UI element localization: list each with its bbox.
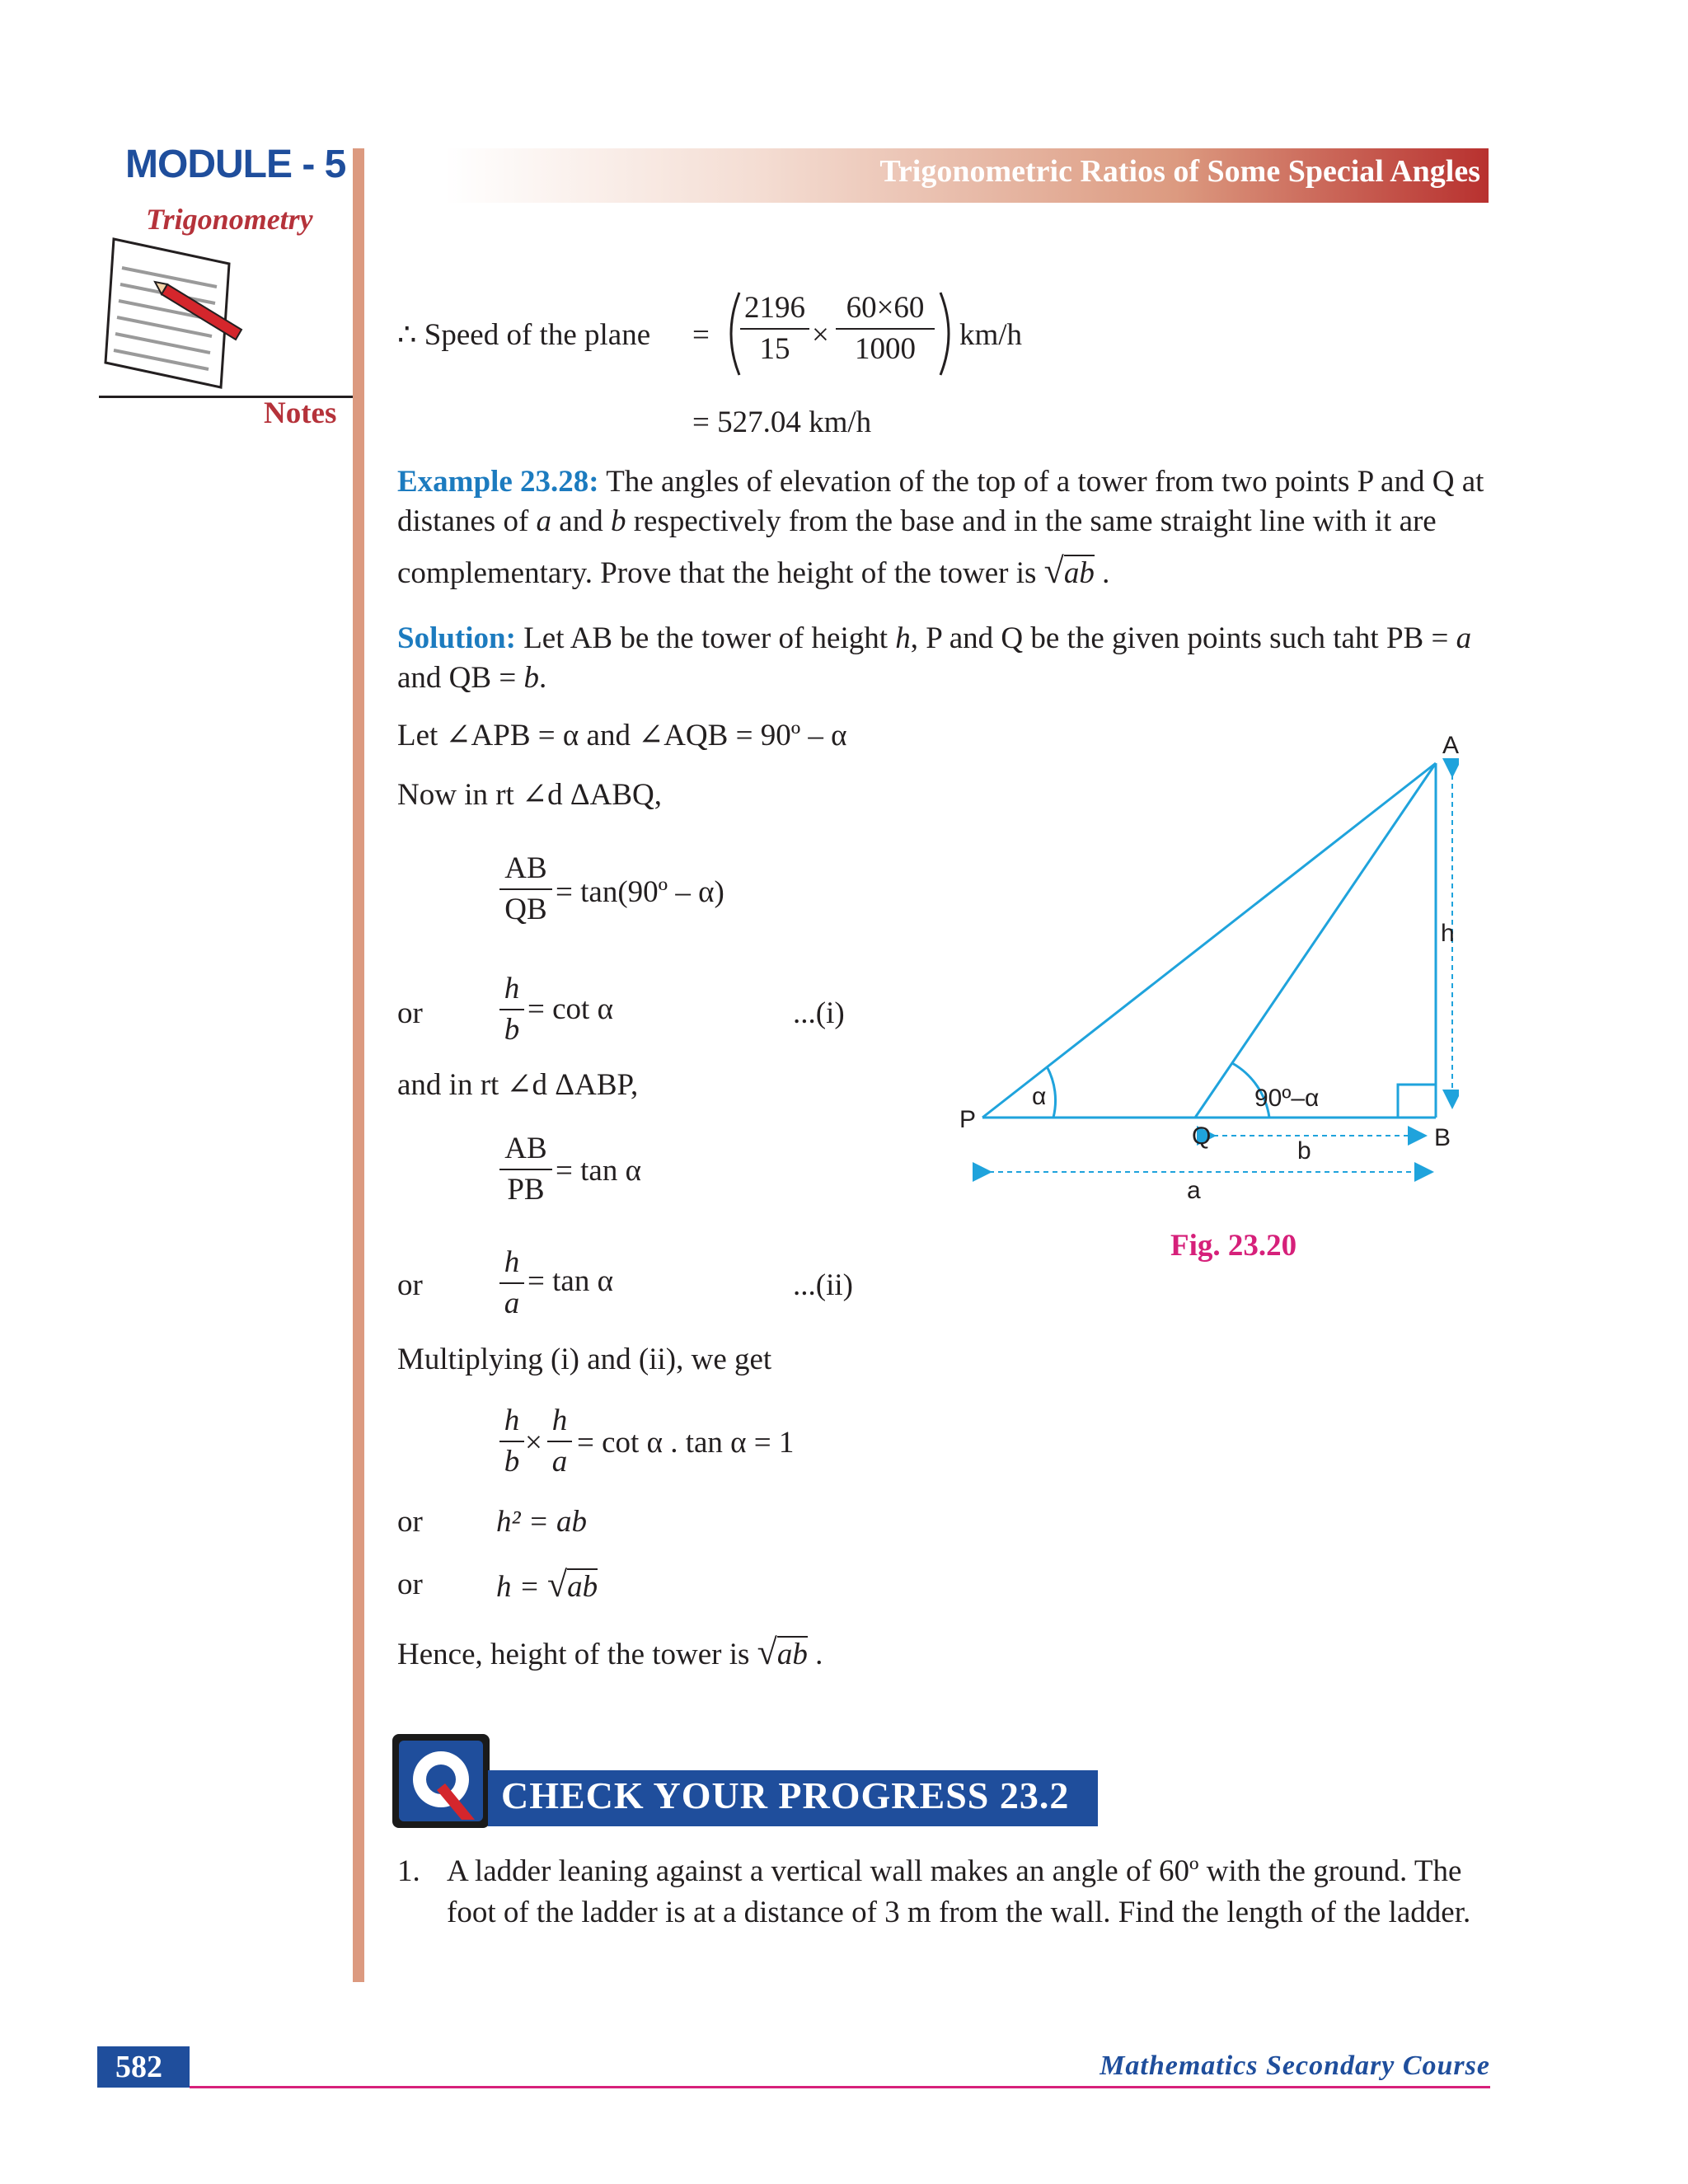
- notes-icon: [97, 231, 262, 396]
- example-text-2b: and: [551, 504, 611, 538]
- f5-rhs: = cot α . tan α = 1: [577, 1426, 795, 1460]
- fraction-ab-pb: [499, 1129, 552, 1210]
- h-equals: [496, 1564, 598, 1608]
- label-b-point: B: [1434, 1124, 1451, 1151]
- example-text-2c: respectively from the base and in the same straight line with it are: [626, 504, 1437, 538]
- fraction-h-a-2: [547, 1401, 572, 1482]
- f2-num: h: [504, 972, 520, 1005]
- f5-times: ×: [525, 1426, 542, 1460]
- figure-23-20: [948, 725, 1459, 1212]
- speed-result: = 527.04 km/h: [692, 405, 872, 439]
- h-lhs: h =: [496, 1570, 540, 1604]
- hence-line: [397, 1632, 823, 1675]
- h-rhs: ab: [567, 1570, 598, 1604]
- footer-line: [190, 2086, 1490, 2088]
- module-label: MODULE - 5: [125, 143, 346, 186]
- f3-den: PB: [507, 1173, 545, 1207]
- speed-fraction-2: [836, 288, 935, 369]
- question-number: 1.: [397, 1854, 420, 1888]
- footer-course: Mathematics Secondary Course: [1100, 2050, 1490, 2081]
- and-in: and in rt ∠d ΔABP,: [397, 1068, 639, 1102]
- figure-caption: Fig. 23.20: [1170, 1229, 1297, 1263]
- alpha-arc: [1047, 1066, 1056, 1118]
- sqrt-ab-3: ab: [776, 1638, 808, 1671]
- speed-f1-den: 15: [759, 332, 790, 366]
- or-3: or: [397, 1505, 423, 1539]
- hence-period: .: [815, 1638, 823, 1671]
- solution-text-2b: .: [538, 661, 547, 695]
- f5b-den: a: [551, 1445, 568, 1479]
- f1-den: QB: [504, 893, 547, 926]
- f5b-num: h: [551, 1404, 568, 1437]
- or-2: or: [397, 1268, 423, 1302]
- speed-unit: km/h: [959, 318, 1023, 352]
- example-line-2: [397, 501, 1493, 542]
- progress-icon: [392, 1734, 490, 1828]
- sqrt-symbol: √: [1043, 551, 1064, 591]
- sqrt-symbol-3: √: [757, 1632, 777, 1672]
- progress-title: CHECK YOUR PROGRESS 23.2: [501, 1774, 1070, 1816]
- solution-line-2: [397, 658, 546, 699]
- label-a: a: [1187, 1177, 1201, 1204]
- solution-text-1a: Let AB be the tower of height: [523, 621, 896, 655]
- example-period: .: [1102, 556, 1110, 590]
- question-line-1: A ladder leaning against a vertical wall makes an angle of 60º with the ground. The: [447, 1854, 1462, 1888]
- ref-i: ...(i): [793, 996, 845, 1030]
- label-alpha: α: [1032, 1083, 1047, 1110]
- subject-label: Trigonometry: [146, 203, 313, 236]
- line-qa: [1195, 763, 1436, 1118]
- f3-num: AB: [504, 1132, 547, 1165]
- let-angles: Let ∠APB = α and ∠AQB = 90º – α: [397, 719, 847, 752]
- speed-times: ×: [812, 318, 829, 352]
- speed-f1-num: 2196: [744, 291, 805, 325]
- example-var-b: b: [610, 504, 626, 538]
- paren-right: [936, 288, 961, 379]
- f5a-den: b: [504, 1445, 520, 1479]
- fraction-h-a: [499, 1243, 524, 1324]
- example-var-a: a: [536, 504, 552, 538]
- now-in: Now in rt ∠d ΔABQ,: [397, 778, 662, 812]
- sqrt-symbol-2: √: [546, 1564, 568, 1605]
- label-b: b: [1297, 1137, 1311, 1165]
- question-line-2: foot of the ladder is at a distance of 3 m from the wall. Find the length of the ladder.: [447, 1896, 1471, 1929]
- f2-rhs: = cot α: [528, 992, 613, 1026]
- right-angle-mark: [1398, 1085, 1436, 1118]
- speed-fraction-1: [740, 288, 809, 369]
- solution-label: Solution:: [397, 621, 516, 655]
- page-number: 582: [115, 2050, 162, 2084]
- speed-eq: =: [692, 318, 710, 352]
- solution-var-a: a: [1456, 621, 1472, 655]
- label-a-point: A: [1442, 732, 1459, 759]
- ref-ii: ...(ii): [793, 1268, 853, 1302]
- solution-var-b: b: [523, 661, 539, 695]
- f1-rhs: = tan(90º – α): [556, 875, 724, 909]
- example-text-3: complementary. Prove that the height of the tower is: [397, 556, 1037, 590]
- f5a-num: h: [504, 1404, 520, 1437]
- label-h: h: [1441, 920, 1455, 947]
- label-p-point: P: [959, 1106, 977, 1133]
- f4-num: h: [504, 1245, 520, 1279]
- fraction-ab-qb: [499, 849, 552, 930]
- label-comp: 90º–α: [1254, 1085, 1320, 1112]
- f4-rhs: = tan α: [528, 1264, 613, 1298]
- hence-text: Hence, height of the tower is: [397, 1638, 750, 1671]
- or-1: or: [397, 996, 423, 1030]
- solution-text-1b: , P and Q be the given points such taht PB =: [910, 621, 1456, 655]
- f4-den: a: [504, 1286, 520, 1320]
- example-text-2a: distanes of: [397, 504, 537, 538]
- solution-var-h: h: [895, 621, 911, 655]
- f1-num: AB: [504, 851, 547, 885]
- speed-label: ∴ Speed of the plane: [397, 318, 651, 352]
- example-text-1: The angles of elevation of the top of a tower from two points P and Q at: [606, 465, 1484, 499]
- or-4: or: [397, 1568, 423, 1601]
- fraction-h-b-2: [499, 1401, 524, 1482]
- speed-f2-num: 60×60: [846, 291, 925, 325]
- header-title: Trigonometric Ratios of Some Special Angles: [879, 154, 1480, 189]
- fraction-h-b: [499, 969, 524, 1050]
- speed-f2-den: 1000: [855, 332, 916, 366]
- sidebar-bar: [353, 148, 364, 1982]
- example-line-1: [397, 462, 1493, 503]
- multiplying: Multiplying (i) and (ii), we get: [397, 1343, 772, 1376]
- example-label: Example 23.28:: [397, 465, 599, 499]
- solution-text-2a: and QB =: [397, 661, 524, 695]
- label-q-point: Q: [1192, 1122, 1212, 1150]
- line-pa: [982, 763, 1436, 1118]
- solution-line-1: [397, 618, 1493, 659]
- notes-label: Notes: [264, 396, 337, 430]
- sqrt-ab: ab: [1063, 556, 1095, 590]
- f3-rhs: = tan α: [556, 1154, 641, 1188]
- f2-den: b: [504, 1013, 520, 1047]
- example-line-3: [397, 551, 1109, 594]
- h-squared: h² = ab: [496, 1505, 588, 1539]
